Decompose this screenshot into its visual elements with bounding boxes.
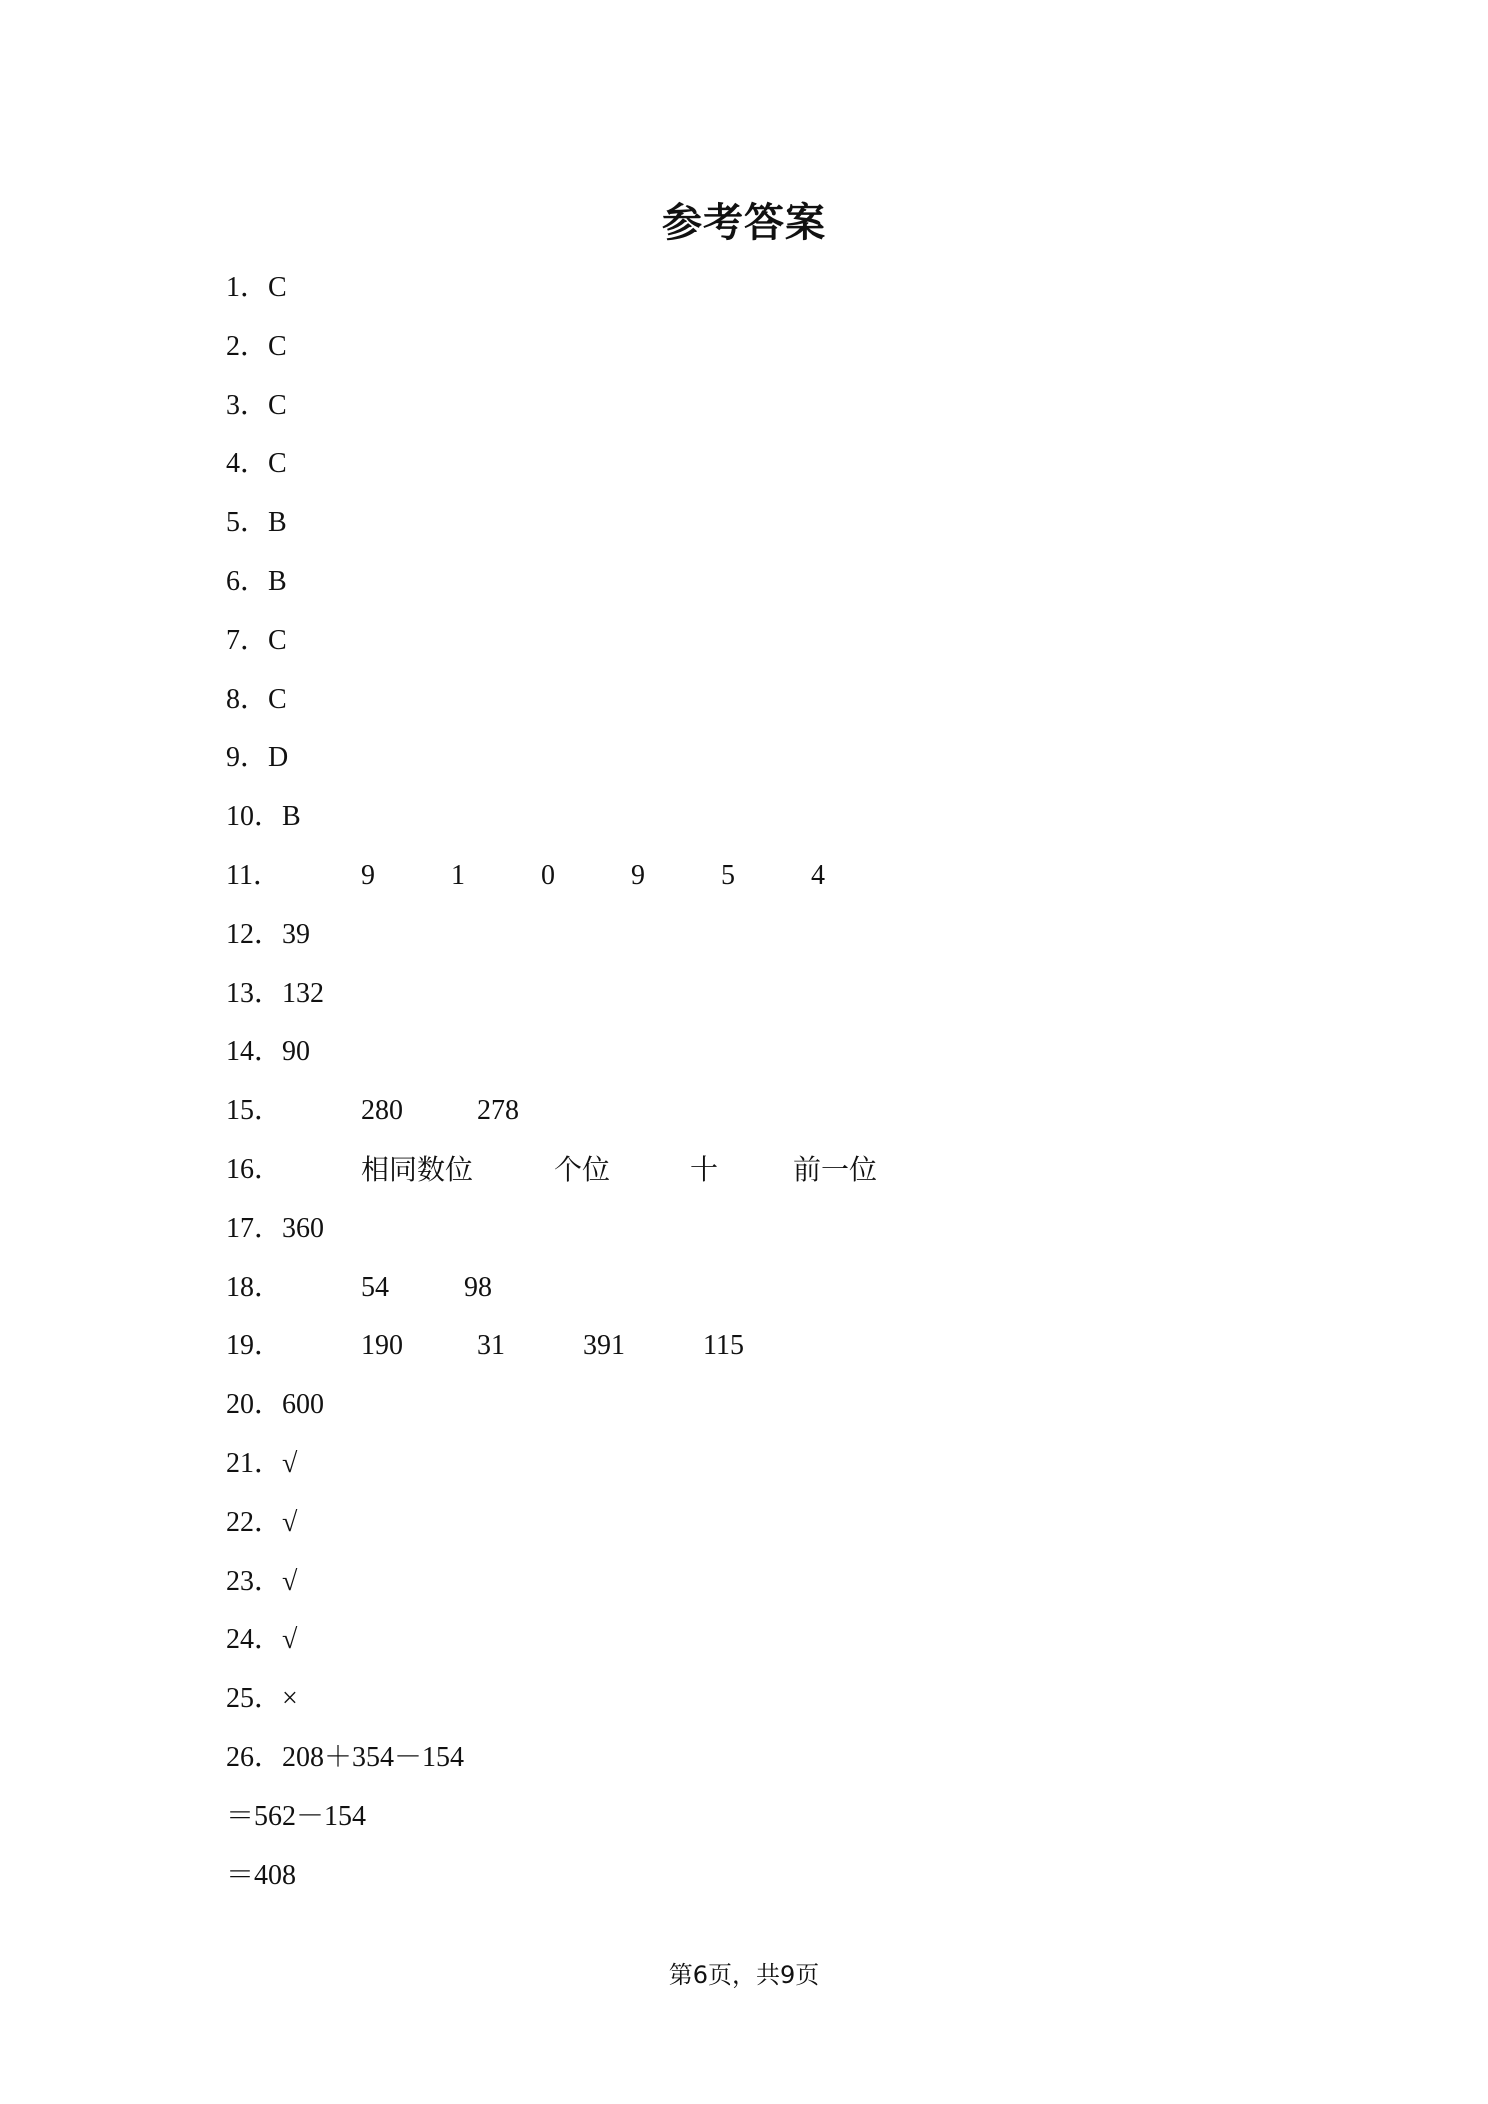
blank-answer: 1 — [451, 859, 465, 891]
answer-number: 15． — [226, 1095, 283, 1127]
answer-number: 23． — [226, 1565, 283, 1597]
answer-number: 12． — [226, 918, 283, 950]
calc-step-text: ＝408 — [226, 1859, 297, 1891]
answer-number: 20． — [226, 1389, 283, 1421]
blank-answer: 4 — [811, 859, 825, 891]
answer-line — [226, 503, 1326, 562]
answer-number: 5． — [226, 507, 269, 539]
answer-line — [226, 327, 1326, 386]
answer-line — [226, 1620, 1326, 1679]
answer-line — [226, 797, 1326, 856]
answer-value: 360 — [282, 1212, 325, 1244]
answer-line — [226, 1562, 1326, 1621]
blank-answer: 54 — [361, 1271, 389, 1303]
answer-value: C — [268, 683, 287, 715]
answer-line — [226, 268, 1326, 327]
calc-step — [226, 1797, 1326, 1856]
answer-list — [226, 268, 1326, 1914]
answer-line — [226, 1385, 1326, 1444]
answer-line — [226, 621, 1326, 680]
answer-line — [226, 386, 1326, 445]
answer-value: C — [268, 624, 287, 656]
answer-value: D — [268, 742, 289, 774]
answer-value: 90 — [282, 1036, 311, 1068]
page-title: 参考答案 — [662, 200, 826, 246]
answer-value: 39 — [282, 918, 311, 950]
blank-answer: 5 — [721, 859, 735, 891]
answer-number: 16． — [226, 1153, 283, 1185]
blank-answer: 280 — [361, 1095, 403, 1127]
page-footer: 第6页，共9页 — [668, 1961, 820, 1989]
answer-number: 9． — [226, 742, 269, 774]
answer-line — [226, 856, 1326, 915]
answer-number: 7． — [226, 624, 269, 656]
answer-value: C — [268, 330, 287, 362]
answer-number: 10． — [226, 801, 283, 833]
answer-line — [226, 1209, 1326, 1268]
blank-answer: 0 — [541, 859, 555, 891]
answer-value: B — [268, 565, 287, 597]
calc-step-text: ＝562－154 — [226, 1800, 367, 1832]
answer-value: 600 — [282, 1389, 325, 1421]
answer-number: 6． — [226, 565, 269, 597]
answer-number: 14． — [226, 1036, 283, 1068]
answer-value: 208＋354－154 — [282, 1741, 465, 1773]
blank-answer: 391 — [583, 1330, 625, 1362]
answer-number: 2． — [226, 330, 269, 362]
answer-number: 8． — [226, 683, 269, 715]
answer-line — [226, 1032, 1326, 1091]
blank-answer: 98 — [464, 1271, 492, 1303]
answer-value: √ — [282, 1447, 298, 1479]
blank-answer: 9 — [361, 859, 375, 891]
answer-line — [226, 1503, 1326, 1562]
answer-value: C — [268, 389, 287, 421]
answer-line — [226, 1268, 1326, 1327]
answer-line — [226, 1679, 1326, 1738]
answer-number: 21． — [226, 1447, 283, 1479]
blank-answer: 31 — [477, 1330, 505, 1362]
answer-number: 25． — [226, 1683, 283, 1715]
blank-answer: 相同数位 — [361, 1152, 474, 1186]
answer-value: C — [268, 272, 287, 303]
answer-value: × — [282, 1683, 298, 1715]
blank-answer: 190 — [361, 1330, 403, 1362]
answer-number: 11． — [226, 859, 281, 891]
blank-answer: 278 — [477, 1095, 519, 1127]
answer-number: 17． — [226, 1212, 283, 1244]
answer-number: 22． — [226, 1506, 283, 1538]
answer-line — [226, 562, 1326, 621]
answer-line — [226, 1091, 1326, 1150]
answer-line — [226, 680, 1326, 739]
answer-number: 4． — [226, 448, 269, 480]
calc-step — [226, 1856, 1326, 1915]
answer-value: 132 — [282, 977, 325, 1009]
answer-number: 1． — [226, 272, 269, 303]
answer-value: √ — [282, 1624, 298, 1656]
answer-number: 13． — [226, 977, 283, 1009]
answer-value: √ — [282, 1506, 298, 1538]
answer-number: 18． — [226, 1271, 283, 1303]
answer-line — [226, 915, 1326, 974]
answer-value: √ — [282, 1565, 298, 1597]
answer-value: C — [268, 448, 287, 480]
answer-number: 24． — [226, 1624, 283, 1656]
answer-line — [226, 444, 1326, 503]
blank-answer: 前一位 — [793, 1152, 878, 1186]
answer-value: B — [268, 507, 287, 539]
answer-line — [226, 1326, 1326, 1385]
blank-answer: 115 — [703, 1330, 744, 1362]
answer-value: B — [282, 801, 301, 833]
blank-answer: 个位 — [554, 1152, 611, 1186]
answer-line — [226, 1150, 1326, 1209]
answer-number: 3． — [226, 389, 269, 421]
blank-answer: 十 — [690, 1152, 719, 1186]
answer-line — [226, 1738, 1326, 1797]
answer-line — [226, 738, 1326, 797]
blank-answer: 9 — [631, 859, 645, 891]
answer-number: 19． — [226, 1330, 283, 1362]
answer-line — [226, 974, 1326, 1033]
answer-number: 26． — [226, 1741, 283, 1773]
answer-line — [226, 1444, 1326, 1503]
